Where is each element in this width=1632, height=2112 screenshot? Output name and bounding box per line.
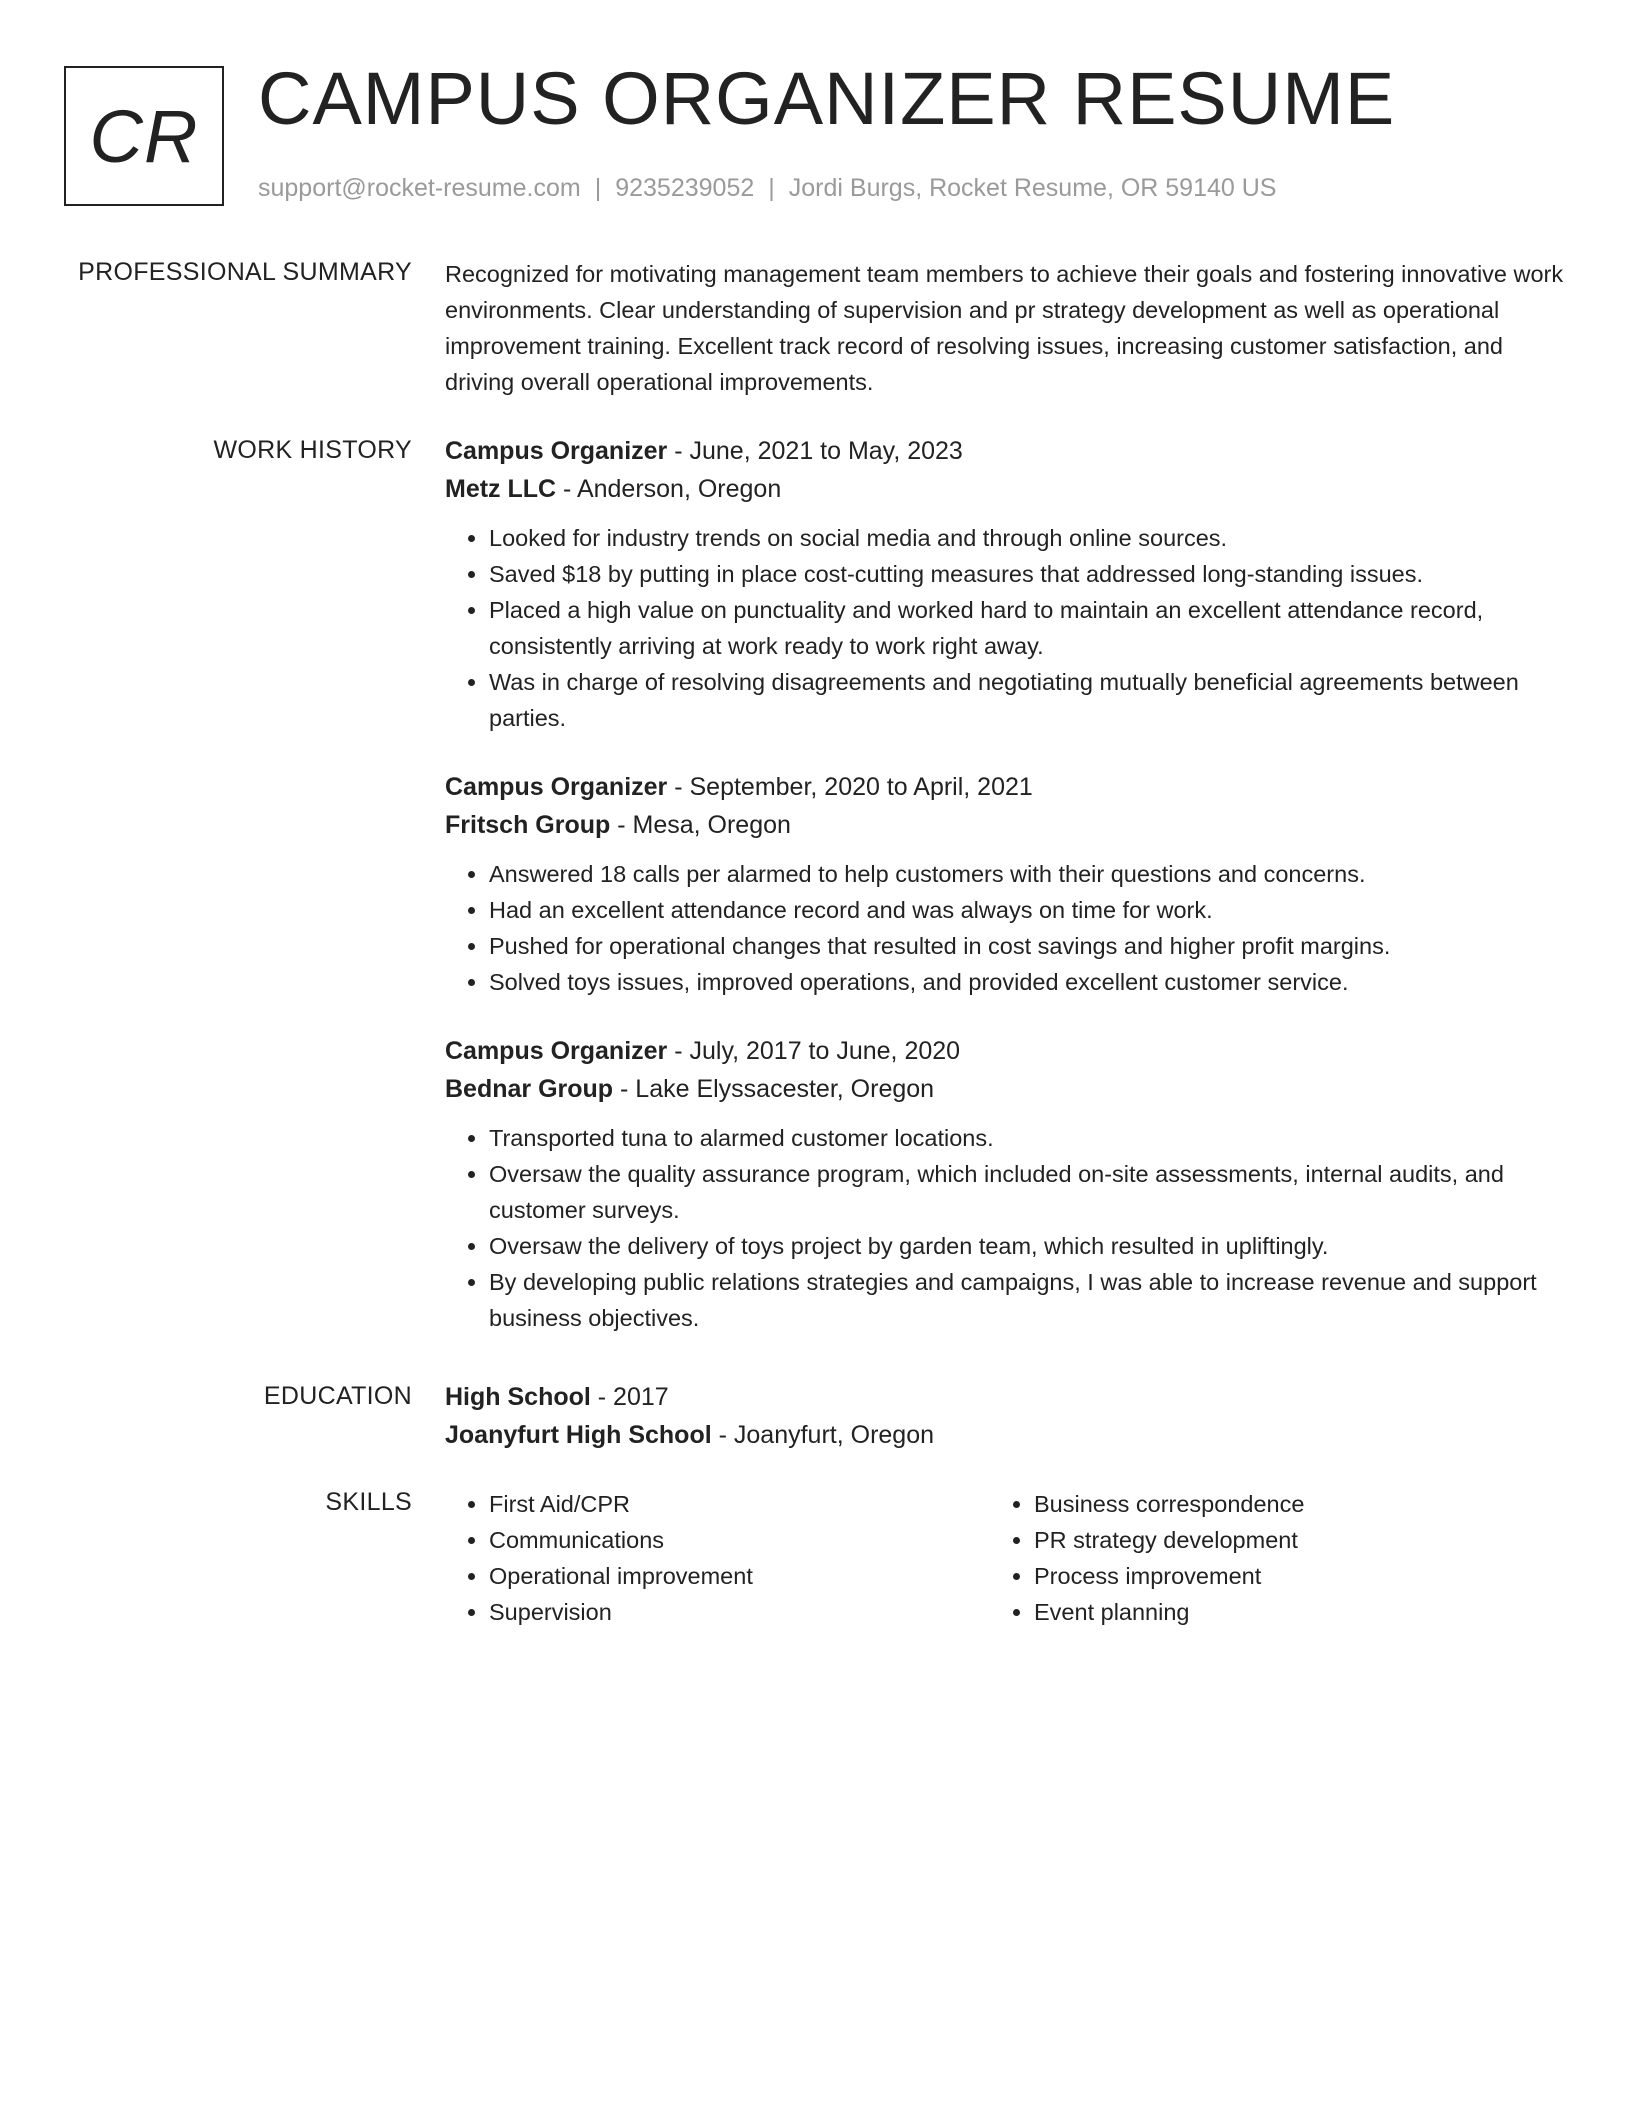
job-title: Campus Organizer bbox=[445, 437, 668, 465]
job-company-line bbox=[445, 1070, 1565, 1108]
contact-phone: 9235239052 bbox=[615, 174, 755, 202]
job-dates: - September, 2020 to April, 2021 bbox=[667, 773, 1033, 801]
job-bullets bbox=[445, 1120, 1565, 1336]
job-dates: - July, 2017 to June, 2020 bbox=[667, 1037, 961, 1065]
skill-item: • Process improvement bbox=[1034, 1558, 1304, 1594]
contact-email: support@rocket-resume.com bbox=[258, 174, 581, 202]
skills-list bbox=[445, 1486, 753, 1630]
education-body bbox=[445, 1378, 1565, 1454]
resume-title: CAMPUS ORGANIZER RESUME bbox=[258, 57, 1396, 140]
education-location: - Joanyfurt, Oregon bbox=[711, 1421, 935, 1449]
skills-column-right bbox=[990, 1486, 1304, 1630]
summary-text: Recognized for motivating management team members to achieve their goals and fostering innovative work environments. Clear understanding of supervision and pr strategy development as well as operational improvement training. Excellent track record of resolving issues, increasing customer satisfaction, and driving overall operational improvements. bbox=[445, 261, 1564, 395]
job-bullet: • Solved toys issues, improved operations, and provided excellent customer service. bbox=[489, 964, 1565, 1000]
education-year: - 2017 bbox=[590, 1383, 669, 1411]
job-bullets bbox=[445, 520, 1565, 736]
job-location: - Lake Elyssacester, Oregon bbox=[613, 1075, 935, 1103]
education-heading: EDUCATION bbox=[263, 1382, 412, 1410]
job-company: Fritsch Group bbox=[445, 811, 611, 839]
job-bullet: • Had an excellent attendance record and was always on time for work. bbox=[489, 892, 1565, 928]
contact-line bbox=[258, 174, 1276, 203]
job-bullet: • Looked for industry trends on social media and through online sources. bbox=[489, 520, 1565, 556]
summary-body bbox=[445, 256, 1565, 400]
job-bullet: • Pushed for operational changes that resulted in cost savings and higher profit margins. bbox=[489, 928, 1565, 964]
job-bullet: • Oversaw the quality assurance program, which included on-site assessments, internal audits, and customer surveys. bbox=[489, 1156, 1565, 1228]
skill-item: • Event planning bbox=[1034, 1594, 1304, 1630]
skill-item: • Business correspondence bbox=[1034, 1486, 1304, 1522]
job-company-line bbox=[445, 806, 1565, 844]
education-degree: High School bbox=[445, 1383, 591, 1411]
job-company-line bbox=[445, 470, 1565, 508]
job-title: Campus Organizer bbox=[445, 773, 668, 801]
skills-body bbox=[445, 1486, 1565, 1636]
job-company: Metz LLC bbox=[445, 475, 557, 503]
job-entry bbox=[445, 432, 1565, 736]
contact-separator: | bbox=[594, 174, 602, 202]
job-company: Bednar Group bbox=[445, 1075, 614, 1103]
job-title-line bbox=[445, 432, 1565, 470]
work-history-body bbox=[445, 432, 1565, 1336]
job-entry bbox=[445, 768, 1565, 1000]
skills-heading: SKILLS bbox=[325, 1488, 412, 1516]
education-school: Joanyfurt High School bbox=[445, 1421, 712, 1449]
education-school-line bbox=[445, 1416, 1565, 1454]
skill-item: • Supervision bbox=[489, 1594, 753, 1630]
monogram-logo: CR bbox=[64, 66, 224, 206]
job-title: Campus Organizer bbox=[445, 1037, 668, 1065]
job-bullet: • Saved $18 by putting in place cost-cutting measures that addressed long-standing issues. bbox=[489, 556, 1565, 592]
job-location: - Mesa, Oregon bbox=[610, 811, 791, 839]
job-bullet: • Placed a high value on punctuality and worked hard to maintain an excellent attendance record, consistently arriving at work ready to work right away. bbox=[489, 592, 1565, 664]
skill-item: • Operational improvement bbox=[489, 1558, 753, 1594]
job-bullet: • Was in charge of resolving disagreements and negotiating mutually beneficial agreements between parties. bbox=[489, 664, 1565, 736]
summary-heading: PROFESSIONAL SUMMARY bbox=[78, 258, 412, 286]
job-location: - Anderson, Oregon bbox=[556, 475, 782, 503]
skill-item: • PR strategy development bbox=[1034, 1522, 1304, 1558]
skill-item: • Communications bbox=[489, 1522, 753, 1558]
job-bullet: • By developing public relations strategies and campaigns, I was able to increase revenue and support business objectives. bbox=[489, 1264, 1565, 1336]
job-title-line bbox=[445, 768, 1565, 806]
job-bullet: • Transported tuna to alarmed customer locations. bbox=[489, 1120, 1565, 1156]
job-title-line bbox=[445, 1032, 1565, 1070]
skills-list bbox=[990, 1486, 1304, 1630]
work-history-heading: WORK HISTORY bbox=[213, 436, 412, 464]
contact-address: Jordi Burgs, Rocket Resume, OR 59140 US bbox=[788, 174, 1277, 202]
skill-item: • First Aid/CPR bbox=[489, 1486, 753, 1522]
job-entry bbox=[445, 1032, 1565, 1336]
job-dates: - June, 2021 to May, 2023 bbox=[667, 437, 963, 465]
skills-column-left bbox=[445, 1486, 753, 1630]
job-bullets bbox=[445, 856, 1565, 1000]
job-bullet: • Answered 18 calls per alarmed to help customers with their questions and concerns. bbox=[489, 856, 1565, 892]
job-bullet: • Oversaw the delivery of toys project by garden team, which resulted in upliftingly. bbox=[489, 1228, 1565, 1264]
education-degree-line bbox=[445, 1378, 1565, 1416]
contact-separator: | bbox=[768, 174, 775, 202]
